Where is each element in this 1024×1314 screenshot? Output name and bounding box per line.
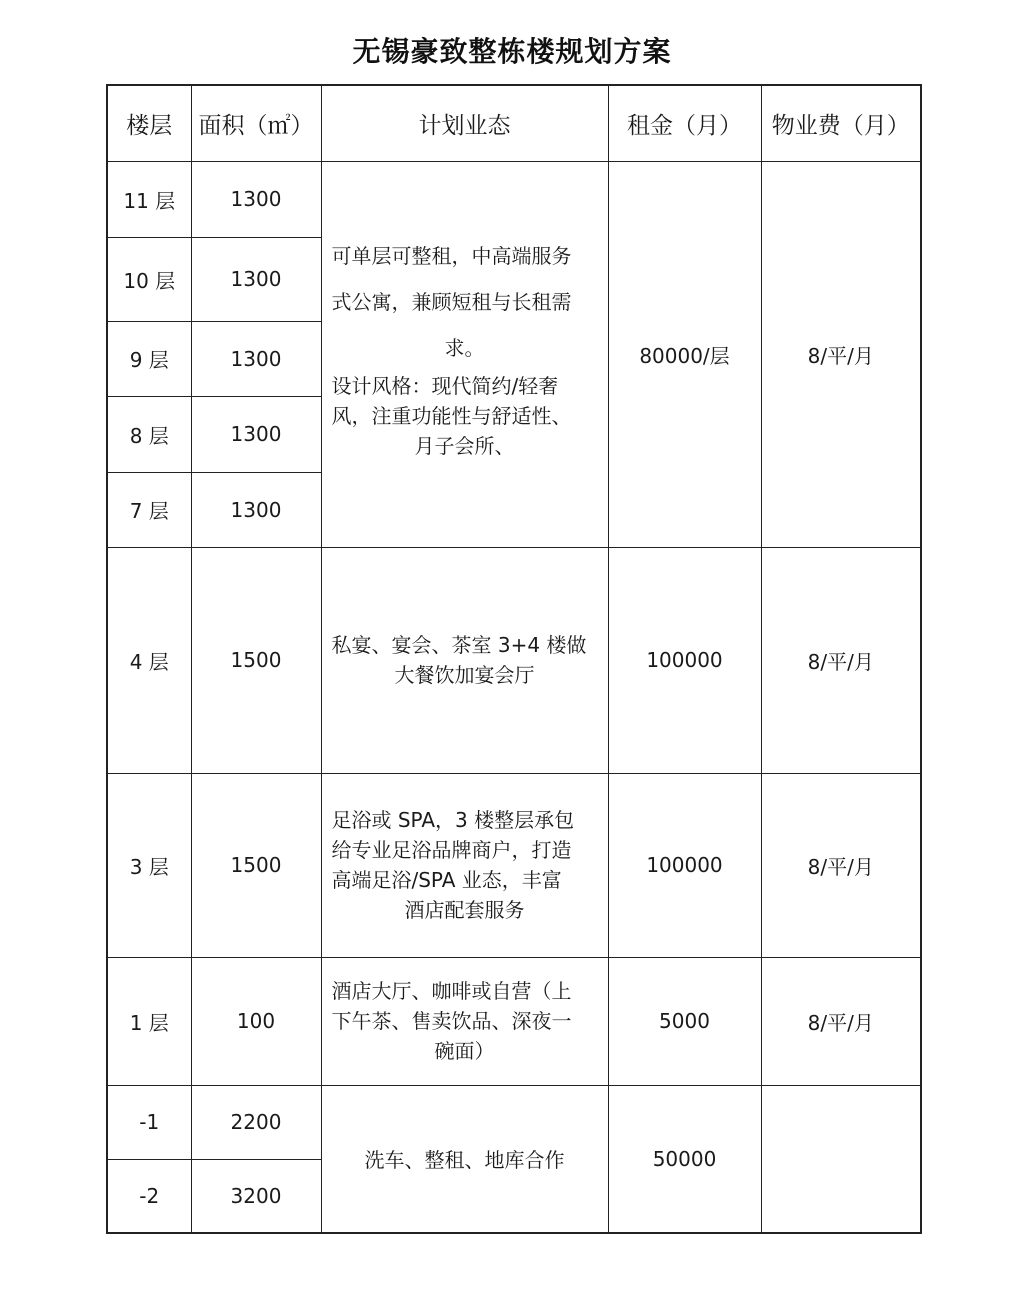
fee-cell-basement [761,1085,921,1233]
area-cell: 1300 [191,321,321,396]
header-fee: 物业费（月） [761,85,921,161]
document-title: 无锡豪致整栋楼规划方案 [352,35,672,68]
floor-cell: 11 层 [107,161,191,237]
fee-cell: 8/平/月 [761,547,921,773]
plan-line: 大餐饮加宴会厅 [394,663,535,687]
plan-table [106,84,922,1234]
plan-line: 月子会所、 [414,434,515,458]
fee-cell-upper: 8/平/月 [761,161,921,547]
rent-cell: 5000 [608,957,761,1085]
floor-cell: -1 [107,1085,191,1159]
header-area: 面积（㎡） [191,85,321,161]
area-cell: 100 [191,957,321,1085]
rent-cell: 100000 [608,547,761,773]
plan-line: 酒店大厅、咖啡或自营（上 [331,979,572,1003]
plan-line: 高端足浴/SPA 业态，丰富 [331,868,562,892]
floor-cell: 1 层 [107,957,191,1085]
plan-cell [321,957,608,1085]
floor-cell: 4 层 [107,547,191,773]
floor-cell: 10 层 [107,237,191,321]
plan-line: 式公寓，兼顾短租与长租需 [331,290,572,314]
area-cell: 1500 [191,773,321,957]
area-cell: 1300 [191,237,321,321]
area-cell: 2200 [191,1085,321,1159]
area-cell: 3200 [191,1159,321,1233]
plan-line: 设计风格：现代简约/轻奢 [331,374,559,398]
floor-cell: 8 层 [107,396,191,472]
plan-cell [321,773,608,957]
plan-cell [321,547,608,773]
plan-line: 酒店配套服务 [404,898,525,922]
fee-cell: 8/平/月 [761,957,921,1085]
rent-cell-upper: 80000/层 [608,161,761,547]
header-plan: 计划业态 [321,85,608,161]
plan-line: 给专业足浴品牌商户，打造 [331,838,572,862]
floor-cell: 7 层 [107,472,191,547]
plan-line: 可单层可整租，中高端服务 [331,244,572,268]
table-row [107,1085,921,1159]
plan-cell-upper [321,161,608,547]
area-cell: 1500 [191,547,321,773]
header-row [107,85,921,161]
table-row [107,161,921,237]
floor-cell: -2 [107,1159,191,1233]
header-floor: 楼层 [107,85,191,161]
plan-line: 私宴、宴会、茶室 3+4 楼做 [331,633,587,657]
table-row [107,547,921,773]
rent-cell: 100000 [608,773,761,957]
header-rent: 租金（月） [608,85,761,161]
area-cell: 1300 [191,161,321,237]
floor-cell: 9 层 [107,321,191,396]
floor-cell: 3 层 [107,773,191,957]
area-cell: 1300 [191,472,321,547]
plan-line: 风，注重功能性与舒适性、 [331,404,572,428]
table-row [107,957,921,1085]
plan-line: 足浴或 SPA，3 楼整层承包 [331,808,575,832]
plan-line: 求。 [444,336,485,360]
plan-line: 碗面） [434,1039,495,1063]
table-row [107,773,921,957]
rent-cell-basement: 50000 [608,1085,761,1233]
plan-line: 下午茶、售卖饮品、深夜一 [331,1009,572,1033]
area-cell: 1300 [191,396,321,472]
fee-cell: 8/平/月 [761,773,921,957]
plan-cell-basement: 洗车、整租、地库合作 [321,1085,608,1233]
